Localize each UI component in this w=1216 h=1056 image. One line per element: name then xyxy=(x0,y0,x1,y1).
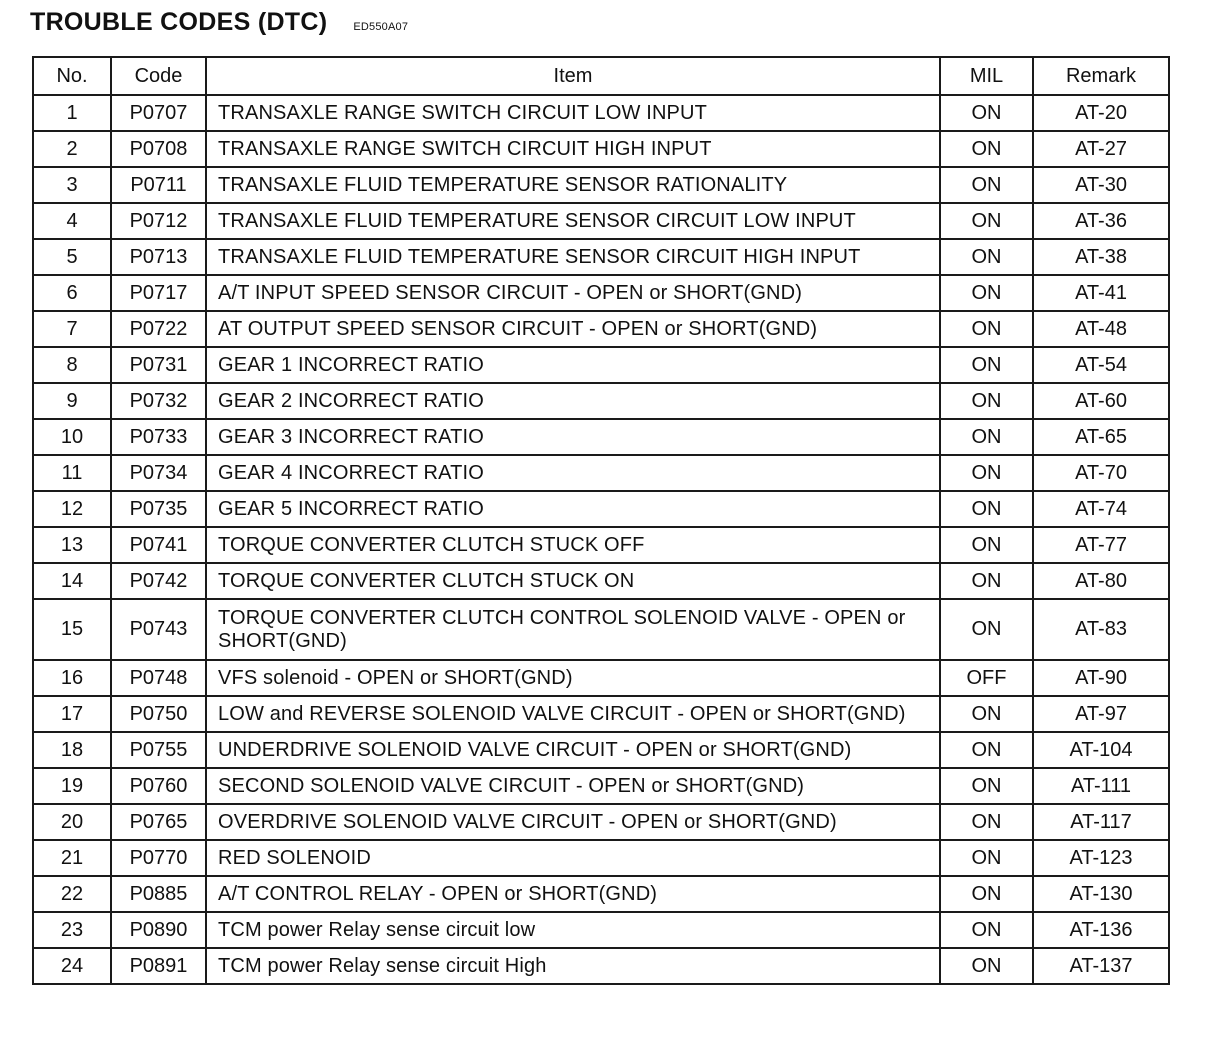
cell-no: 13 xyxy=(33,527,111,563)
table-row xyxy=(33,239,1169,275)
table-row xyxy=(33,563,1169,599)
cell-mil: ON xyxy=(940,275,1033,311)
cell-code: P0755 xyxy=(111,732,206,768)
cell-code: P0760 xyxy=(111,768,206,804)
table-row xyxy=(33,732,1169,768)
cell-mil: ON xyxy=(940,599,1033,660)
table-row xyxy=(33,167,1169,203)
cell-remark: AT-136 xyxy=(1033,912,1169,948)
cell-code: P0765 xyxy=(111,804,206,840)
cell-code: P0734 xyxy=(111,455,206,491)
cell-remark: AT-41 xyxy=(1033,275,1169,311)
cell-mil: ON xyxy=(940,948,1033,984)
cell-remark: AT-36 xyxy=(1033,203,1169,239)
cell-mil: ON xyxy=(940,527,1033,563)
table-row xyxy=(33,840,1169,876)
cell-mil: ON xyxy=(940,912,1033,948)
table-body xyxy=(33,95,1169,984)
cell-no: 9 xyxy=(33,383,111,419)
cell-no: 18 xyxy=(33,732,111,768)
table-row xyxy=(33,311,1169,347)
table-row xyxy=(33,95,1169,131)
cell-mil: ON xyxy=(940,804,1033,840)
cell-no: 3 xyxy=(33,167,111,203)
cell-code: P0742 xyxy=(111,563,206,599)
table-row xyxy=(33,203,1169,239)
document-code: ED550A07 xyxy=(353,21,409,33)
cell-mil: ON xyxy=(940,563,1033,599)
table-header-row xyxy=(33,57,1169,95)
cell-code: P0891 xyxy=(111,948,206,984)
cell-code: P0885 xyxy=(111,876,206,912)
cell-code: P0717 xyxy=(111,275,206,311)
cell-item: TCM power Relay sense circuit High xyxy=(206,948,940,984)
table-row xyxy=(33,455,1169,491)
cell-no: 12 xyxy=(33,491,111,527)
cell-code: P0743 xyxy=(111,599,206,660)
cell-no: 21 xyxy=(33,840,111,876)
cell-remark: AT-27 xyxy=(1033,131,1169,167)
cell-item: OVERDRIVE SOLENOID VALVE CIRCUIT - OPEN or SHORT(GND) xyxy=(206,804,940,840)
cell-mil: ON xyxy=(940,347,1033,383)
cell-remark: AT-111 xyxy=(1033,768,1169,804)
cell-no: 24 xyxy=(33,948,111,984)
cell-remark: AT-20 xyxy=(1033,95,1169,131)
cell-item: LOW and REVERSE SOLENOID VALVE CIRCUIT - OPEN or SHORT(GND) xyxy=(206,696,940,732)
trouble-codes-table xyxy=(32,56,1170,985)
cell-mil: ON xyxy=(940,311,1033,347)
cell-remark: AT-117 xyxy=(1033,804,1169,840)
cell-mil: ON xyxy=(940,876,1033,912)
cell-no: 8 xyxy=(33,347,111,383)
table-row xyxy=(33,383,1169,419)
cell-item: TRANSAXLE RANGE SWITCH CIRCUIT LOW INPUT xyxy=(206,95,940,131)
cell-code: P0750 xyxy=(111,696,206,732)
cell-item: SECOND SOLENOID VALVE CIRCUIT - OPEN or SHORT(GND) xyxy=(206,768,940,804)
cell-mil: ON xyxy=(940,491,1033,527)
column-header-remark: Remark xyxy=(1033,57,1169,95)
cell-remark: AT-97 xyxy=(1033,696,1169,732)
cell-remark: AT-123 xyxy=(1033,840,1169,876)
table-row xyxy=(33,347,1169,383)
cell-no: 16 xyxy=(33,660,111,696)
cell-remark: AT-77 xyxy=(1033,527,1169,563)
cell-mil: ON xyxy=(940,131,1033,167)
cell-no: 15 xyxy=(33,599,111,660)
cell-item: GEAR 1 INCORRECT RATIO xyxy=(206,347,940,383)
cell-item: TRANSAXLE FLUID TEMPERATURE SENSOR CIRCUIT LOW INPUT xyxy=(206,203,940,239)
cell-no: 6 xyxy=(33,275,111,311)
page-title: TROUBLE CODES (DTC) xyxy=(30,8,328,36)
cell-remark: AT-74 xyxy=(1033,491,1169,527)
cell-no: 7 xyxy=(33,311,111,347)
cell-item: GEAR 2 INCORRECT RATIO xyxy=(206,383,940,419)
table-row xyxy=(33,275,1169,311)
cell-no: 1 xyxy=(33,95,111,131)
table-row xyxy=(33,599,1169,660)
cell-code: P0711 xyxy=(111,167,206,203)
table-row xyxy=(33,419,1169,455)
column-header-mil: MIL xyxy=(940,57,1033,95)
cell-remark: AT-90 xyxy=(1033,660,1169,696)
table-row xyxy=(33,696,1169,732)
cell-remark: AT-48 xyxy=(1033,311,1169,347)
column-header-item: Item xyxy=(206,57,940,95)
cell-code: P0731 xyxy=(111,347,206,383)
cell-no: 2 xyxy=(33,131,111,167)
cell-code: P0741 xyxy=(111,527,206,563)
cell-remark: AT-70 xyxy=(1033,455,1169,491)
cell-mil: ON xyxy=(940,383,1033,419)
table-row xyxy=(33,131,1169,167)
cell-remark: AT-38 xyxy=(1033,239,1169,275)
cell-no: 22 xyxy=(33,876,111,912)
table-row xyxy=(33,948,1169,984)
cell-no: 11 xyxy=(33,455,111,491)
cell-item: GEAR 5 INCORRECT RATIO xyxy=(206,491,940,527)
cell-no: 19 xyxy=(33,768,111,804)
cell-no: 20 xyxy=(33,804,111,840)
cell-no: 14 xyxy=(33,563,111,599)
cell-code: P0733 xyxy=(111,419,206,455)
cell-no: 5 xyxy=(33,239,111,275)
cell-remark: AT-30 xyxy=(1033,167,1169,203)
cell-remark: AT-130 xyxy=(1033,876,1169,912)
cell-item: RED SOLENOID xyxy=(206,840,940,876)
cell-mil: ON xyxy=(940,696,1033,732)
cell-item: TRANSAXLE RANGE SWITCH CIRCUIT HIGH INPUT xyxy=(206,131,940,167)
table-row xyxy=(33,804,1169,840)
cell-mil: ON xyxy=(940,95,1033,131)
cell-item: TORQUE CONVERTER CLUTCH STUCK OFF xyxy=(206,527,940,563)
page-heading xyxy=(30,8,408,37)
cell-item: UNDERDRIVE SOLENOID VALVE CIRCUIT - OPEN or SHORT(GND) xyxy=(206,732,940,768)
cell-code: P0748 xyxy=(111,660,206,696)
cell-code: P0735 xyxy=(111,491,206,527)
cell-code: P0713 xyxy=(111,239,206,275)
cell-code: P0712 xyxy=(111,203,206,239)
cell-remark: AT-104 xyxy=(1033,732,1169,768)
cell-item: TRANSAXLE FLUID TEMPERATURE SENSOR CIRCUIT HIGH INPUT xyxy=(206,239,940,275)
cell-no: 23 xyxy=(33,912,111,948)
cell-code: P0722 xyxy=(111,311,206,347)
cell-code: P0707 xyxy=(111,95,206,131)
cell-mil: ON xyxy=(940,167,1033,203)
cell-remark: AT-80 xyxy=(1033,563,1169,599)
table-row xyxy=(33,660,1169,696)
table-row xyxy=(33,768,1169,804)
cell-code: P0770 xyxy=(111,840,206,876)
table-row xyxy=(33,527,1169,563)
cell-item: A/T CONTROL RELAY - OPEN or SHORT(GND) xyxy=(206,876,940,912)
cell-no: 4 xyxy=(33,203,111,239)
cell-remark: AT-137 xyxy=(1033,948,1169,984)
cell-code: P0708 xyxy=(111,131,206,167)
cell-mil: OFF xyxy=(940,660,1033,696)
cell-item: AT OUTPUT SPEED SENSOR CIRCUIT - OPEN or SHORT(GND) xyxy=(206,311,940,347)
cell-mil: ON xyxy=(940,203,1033,239)
cell-no: 17 xyxy=(33,696,111,732)
cell-remark: AT-54 xyxy=(1033,347,1169,383)
cell-item: TCM power Relay sense circuit low xyxy=(206,912,940,948)
cell-item: TORQUE CONVERTER CLUTCH CONTROL SOLENOID VALVE - OPEN or SHORT(GND) xyxy=(206,599,940,660)
cell-mil: ON xyxy=(940,239,1033,275)
cell-mil: ON xyxy=(940,768,1033,804)
cell-remark: AT-65 xyxy=(1033,419,1169,455)
cell-mil: ON xyxy=(940,419,1033,455)
cell-code: P0890 xyxy=(111,912,206,948)
cell-mil: ON xyxy=(940,455,1033,491)
cell-item: GEAR 4 INCORRECT RATIO xyxy=(206,455,940,491)
column-header-no: No. xyxy=(33,57,111,95)
cell-item: TORQUE CONVERTER CLUTCH STUCK ON xyxy=(206,563,940,599)
cell-item: TRANSAXLE FLUID TEMPERATURE SENSOR RATIONALITY xyxy=(206,167,940,203)
table-row xyxy=(33,491,1169,527)
table-row xyxy=(33,912,1169,948)
table-row xyxy=(33,876,1169,912)
cell-mil: ON xyxy=(940,732,1033,768)
cell-item: GEAR 3 INCORRECT RATIO xyxy=(206,419,940,455)
cell-mil: ON xyxy=(940,840,1033,876)
cell-no: 10 xyxy=(33,419,111,455)
column-header-code: Code xyxy=(111,57,206,95)
cell-remark: AT-83 xyxy=(1033,599,1169,660)
cell-remark: AT-60 xyxy=(1033,383,1169,419)
cell-code: P0732 xyxy=(111,383,206,419)
cell-item: A/T INPUT SPEED SENSOR CIRCUIT - OPEN or SHORT(GND) xyxy=(206,275,940,311)
cell-item: VFS solenoid - OPEN or SHORT(GND) xyxy=(206,660,940,696)
